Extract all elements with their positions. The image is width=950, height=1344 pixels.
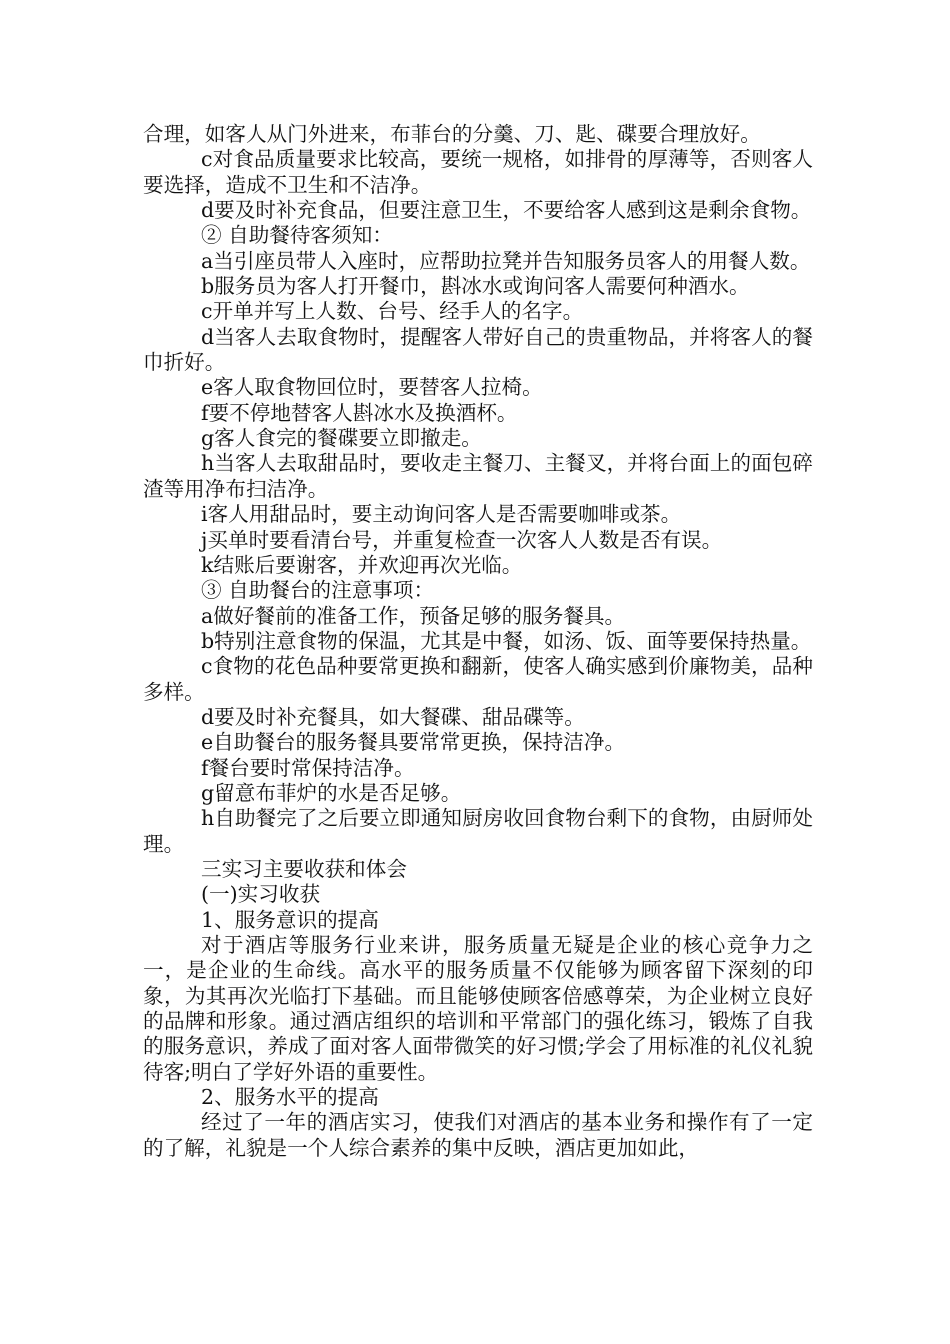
paragraph: g客人食完的餐碟要立即撤走。 — [201, 426, 482, 451]
paragraph: i客人用甜品时，要主动询问客人是否需要咖啡或茶。 — [201, 502, 682, 527]
paragraph: g留意布菲炉的水是否足够。 — [201, 780, 462, 805]
section-heading: ③ 自助餐台的注意事项： — [201, 578, 435, 603]
paragraph: a当引座员带人入座时，应帮助拉凳并告知服务员客人的用餐人数。 — [201, 248, 811, 273]
paragraph: c对食品质量要求比较高，要统一规格，如排骨的厚薄等，否则客人要选择，造成不卫生和不洁净。 — [143, 147, 813, 197]
paragraph: b特别注意食物的保温，尤其是中餐，如汤、饭、面等要保持热量。 — [201, 628, 812, 653]
paragraph: c食物的花色品种要常更换和翻新，使客人确实感到价廉物美，品种多样。 — [143, 654, 813, 704]
paragraph: a做好餐前的准备工作，预备足够的服务餐具。 — [201, 603, 626, 628]
section-heading: 2、服务水平的提高 — [201, 1085, 379, 1110]
paragraph: c开单并写上人数、台号、经手人的名字。 — [201, 299, 584, 324]
paragraph: 合理，如客人从门外进来，布菲台的分羹、刀、匙、碟要合理放好。 — [143, 122, 761, 146]
paragraph: e客人取食物回位时，要替客人拉椅。 — [201, 375, 543, 400]
section-heading: ② 自助餐待客须知： — [201, 223, 393, 248]
paragraph: e自助餐台的服务餐具要常常更换，保持洁净。 — [201, 730, 626, 755]
paragraph: d要及时补充食品，但要注意卫生，不要给客人感到这是剩余食物。 — [201, 198, 812, 223]
section-heading: (一)实习收获 — [201, 882, 321, 907]
paragraph: k结账后要谢客，并欢迎再次光临。 — [201, 552, 523, 577]
paragraph: f要不停地替客人斟冰水及换酒杯。 — [201, 400, 518, 425]
paragraph: h自助餐完了之后要立即通知厨房收回食物台剩下的食物，由厨师处理。 — [143, 806, 813, 856]
paragraph: h当客人去取甜品时，要收走主餐刀、主餐叉，并将台面上的面包碎渣等用净布扫洁净。 — [143, 451, 813, 501]
paragraph: d当客人去取食物时，提醒客人带好自己的贵重物品，并将客人的餐巾折好。 — [143, 324, 813, 375]
paragraph: 对于酒店等服务行业来讲，服务质量无疑是企业的核心竞争力之一，是企业的生命线。高水平的服务质量不仅能够为顾客留下深刻的印象，为其再次光临打下基础。而且能够使顾客倍感尊荣，为企业树立良好的品牌和形象。通过酒店组织的培训和平常部门的强化练习，锻炼了自我的服务意识，养成了面对客人面带微笑的好习惯;学会了用标准的礼仪礼貌待客;明白了学好外语的重要性。 — [143, 933, 813, 1084]
paragraph: 经过了一年的酒店实习，使我们对酒店的基本业务和操作有了一定的了解，礼貌是一个人综合素养的集中反映，酒店更加如此， — [143, 1110, 813, 1160]
paragraph: d要及时补充餐具，如大餐碟、甜品碟等。 — [201, 704, 585, 729]
paragraph: f餐台要时常保持洁净。 — [201, 755, 415, 780]
section-heading: 1、服务意识的提高 — [201, 907, 379, 932]
paragraph: b服务员为客人打开餐巾，斟冰水或询问客人需要何种酒水。 — [201, 274, 750, 299]
document-page — [143, 122, 813, 1161]
section-heading: 三实习主要收获和体会 — [201, 856, 407, 881]
paragraph: j买单时要看清台号，并重复检查一次客人人数是否有误。 — [201, 527, 723, 552]
